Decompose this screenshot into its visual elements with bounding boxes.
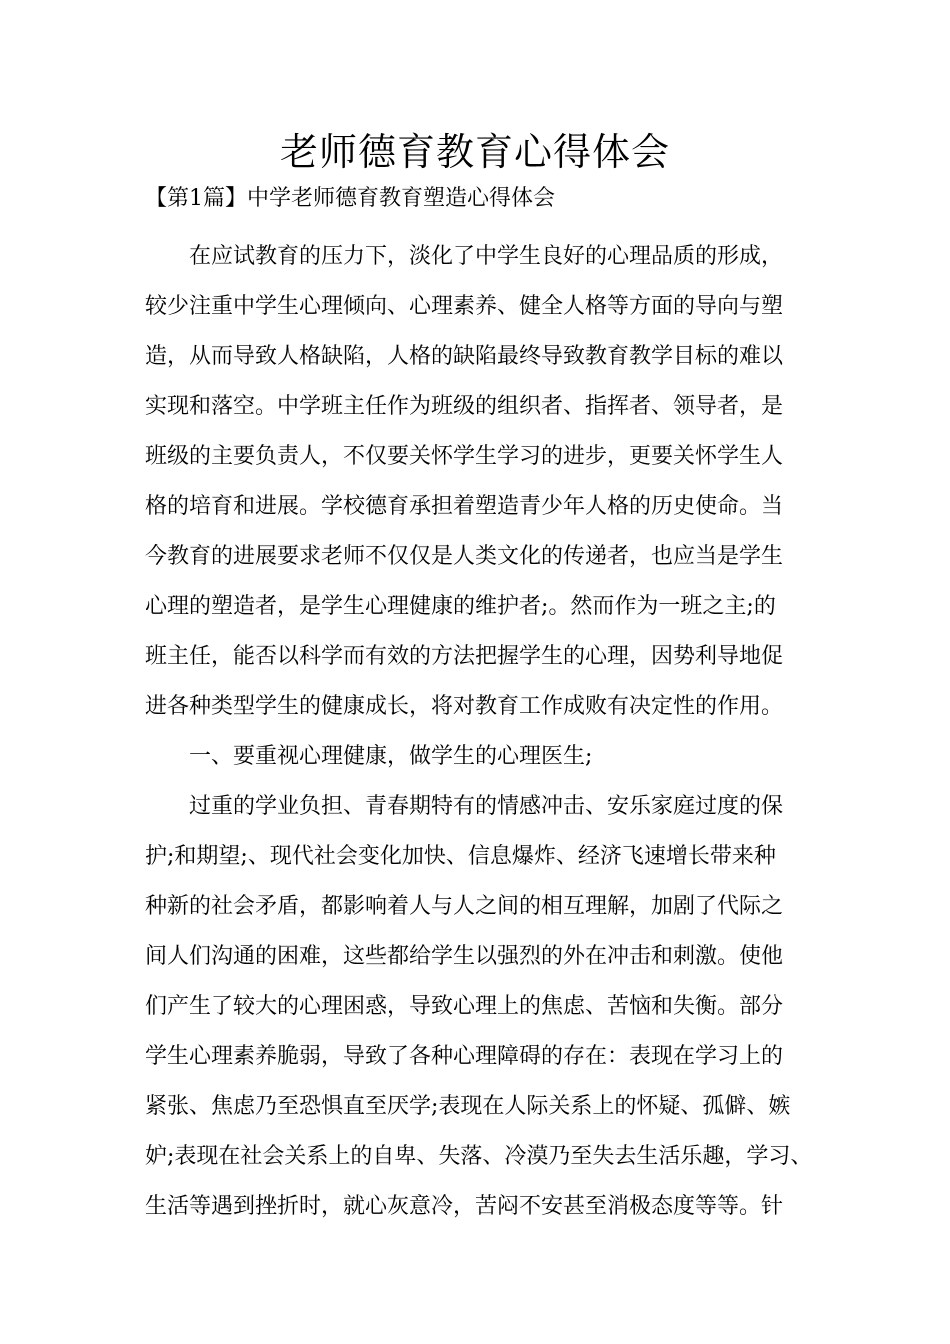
text-line: 一、要重视心理健康，做学生的心理医生; — [189, 744, 593, 769]
section-heading: 【第1篇】中学老师德育教育塑造心得体会 — [145, 186, 555, 211]
document-title: 老师德育教育心得体会 — [279, 130, 670, 174]
text-line: 实现和落空。中学班主任作为班级的组织者、指挥者、领导者，是 — [145, 394, 784, 419]
text-line: 生活等遇到挫折时，就心灰意冷，苦闷不安甚至消极态度等等。针 — [145, 1194, 784, 1219]
text-line: 造，从而导致人格缺陷，人格的缺陷最终导致教育教学目标的难以 — [145, 344, 784, 369]
text-line: 过重的学业负担、青春期特有的情感冲击、安乐家庭过度的保 — [189, 794, 784, 819]
text-line: 班主任，能否以科学而有效的方法把握学生的心理，因势利导地促 — [145, 644, 784, 669]
text-line: 间人们沟通的困难，这些都给学生以强烈的外在冲击和刺激。使他 — [145, 944, 784, 969]
text-line: 学生心理素养脆弱，导致了各种心理障碍的存在：表现在学习上的 — [145, 1044, 784, 1069]
paragraph-2 — [145, 732, 825, 782]
text-line: 格的培育和进展。学校德育承担着塑造青少年人格的历史使命。当 — [145, 494, 784, 519]
text-line: 班级的主要负责人，不仅要关怀学生学习的进步，更要关怀学生人 — [145, 444, 784, 469]
paragraph-3 — [145, 782, 825, 1232]
text-line: 种新的社会矛盾，都影响着人与人之间的相互理解，加剧了代际之 — [145, 894, 784, 919]
text-line: 较少注重中学生心理倾向、心理素养、健全人格等方面的导向与塑 — [145, 294, 784, 319]
paragraph-1 — [145, 232, 825, 732]
text-line: 心理的塑造者，是学生心理健康的维护者;。然而作为一班之主;的 — [145, 594, 776, 619]
text-line: 们产生了较大的心理困惑，导致心理上的焦虑、苦恼和失衡。部分 — [145, 994, 784, 1019]
document-body — [145, 232, 825, 1232]
text-line: 妒;表现在社会关系上的自卑、失落、冷漠乃至失去生活乐趣，学习、 — [145, 1144, 813, 1169]
text-line: 护;和期望;、现代社会变化加快、信息爆炸、经济飞速增长带来种 — [145, 844, 776, 869]
text-line: 紧张、焦虑乃至恐惧直至厌学;表现在人际关系上的怀疑、孤僻、嫉 — [145, 1094, 791, 1119]
text-line: 在应试教育的压力下，淡化了中学生良好的心理品质的形成， — [189, 244, 784, 269]
text-line: 进各种类型学生的健康成长，将对教育工作成败有决定性的作用。 — [145, 694, 784, 719]
text-line: 今教育的进展要求老师不仅仅是人类文化的传递者，也应当是学生 — [145, 544, 784, 569]
